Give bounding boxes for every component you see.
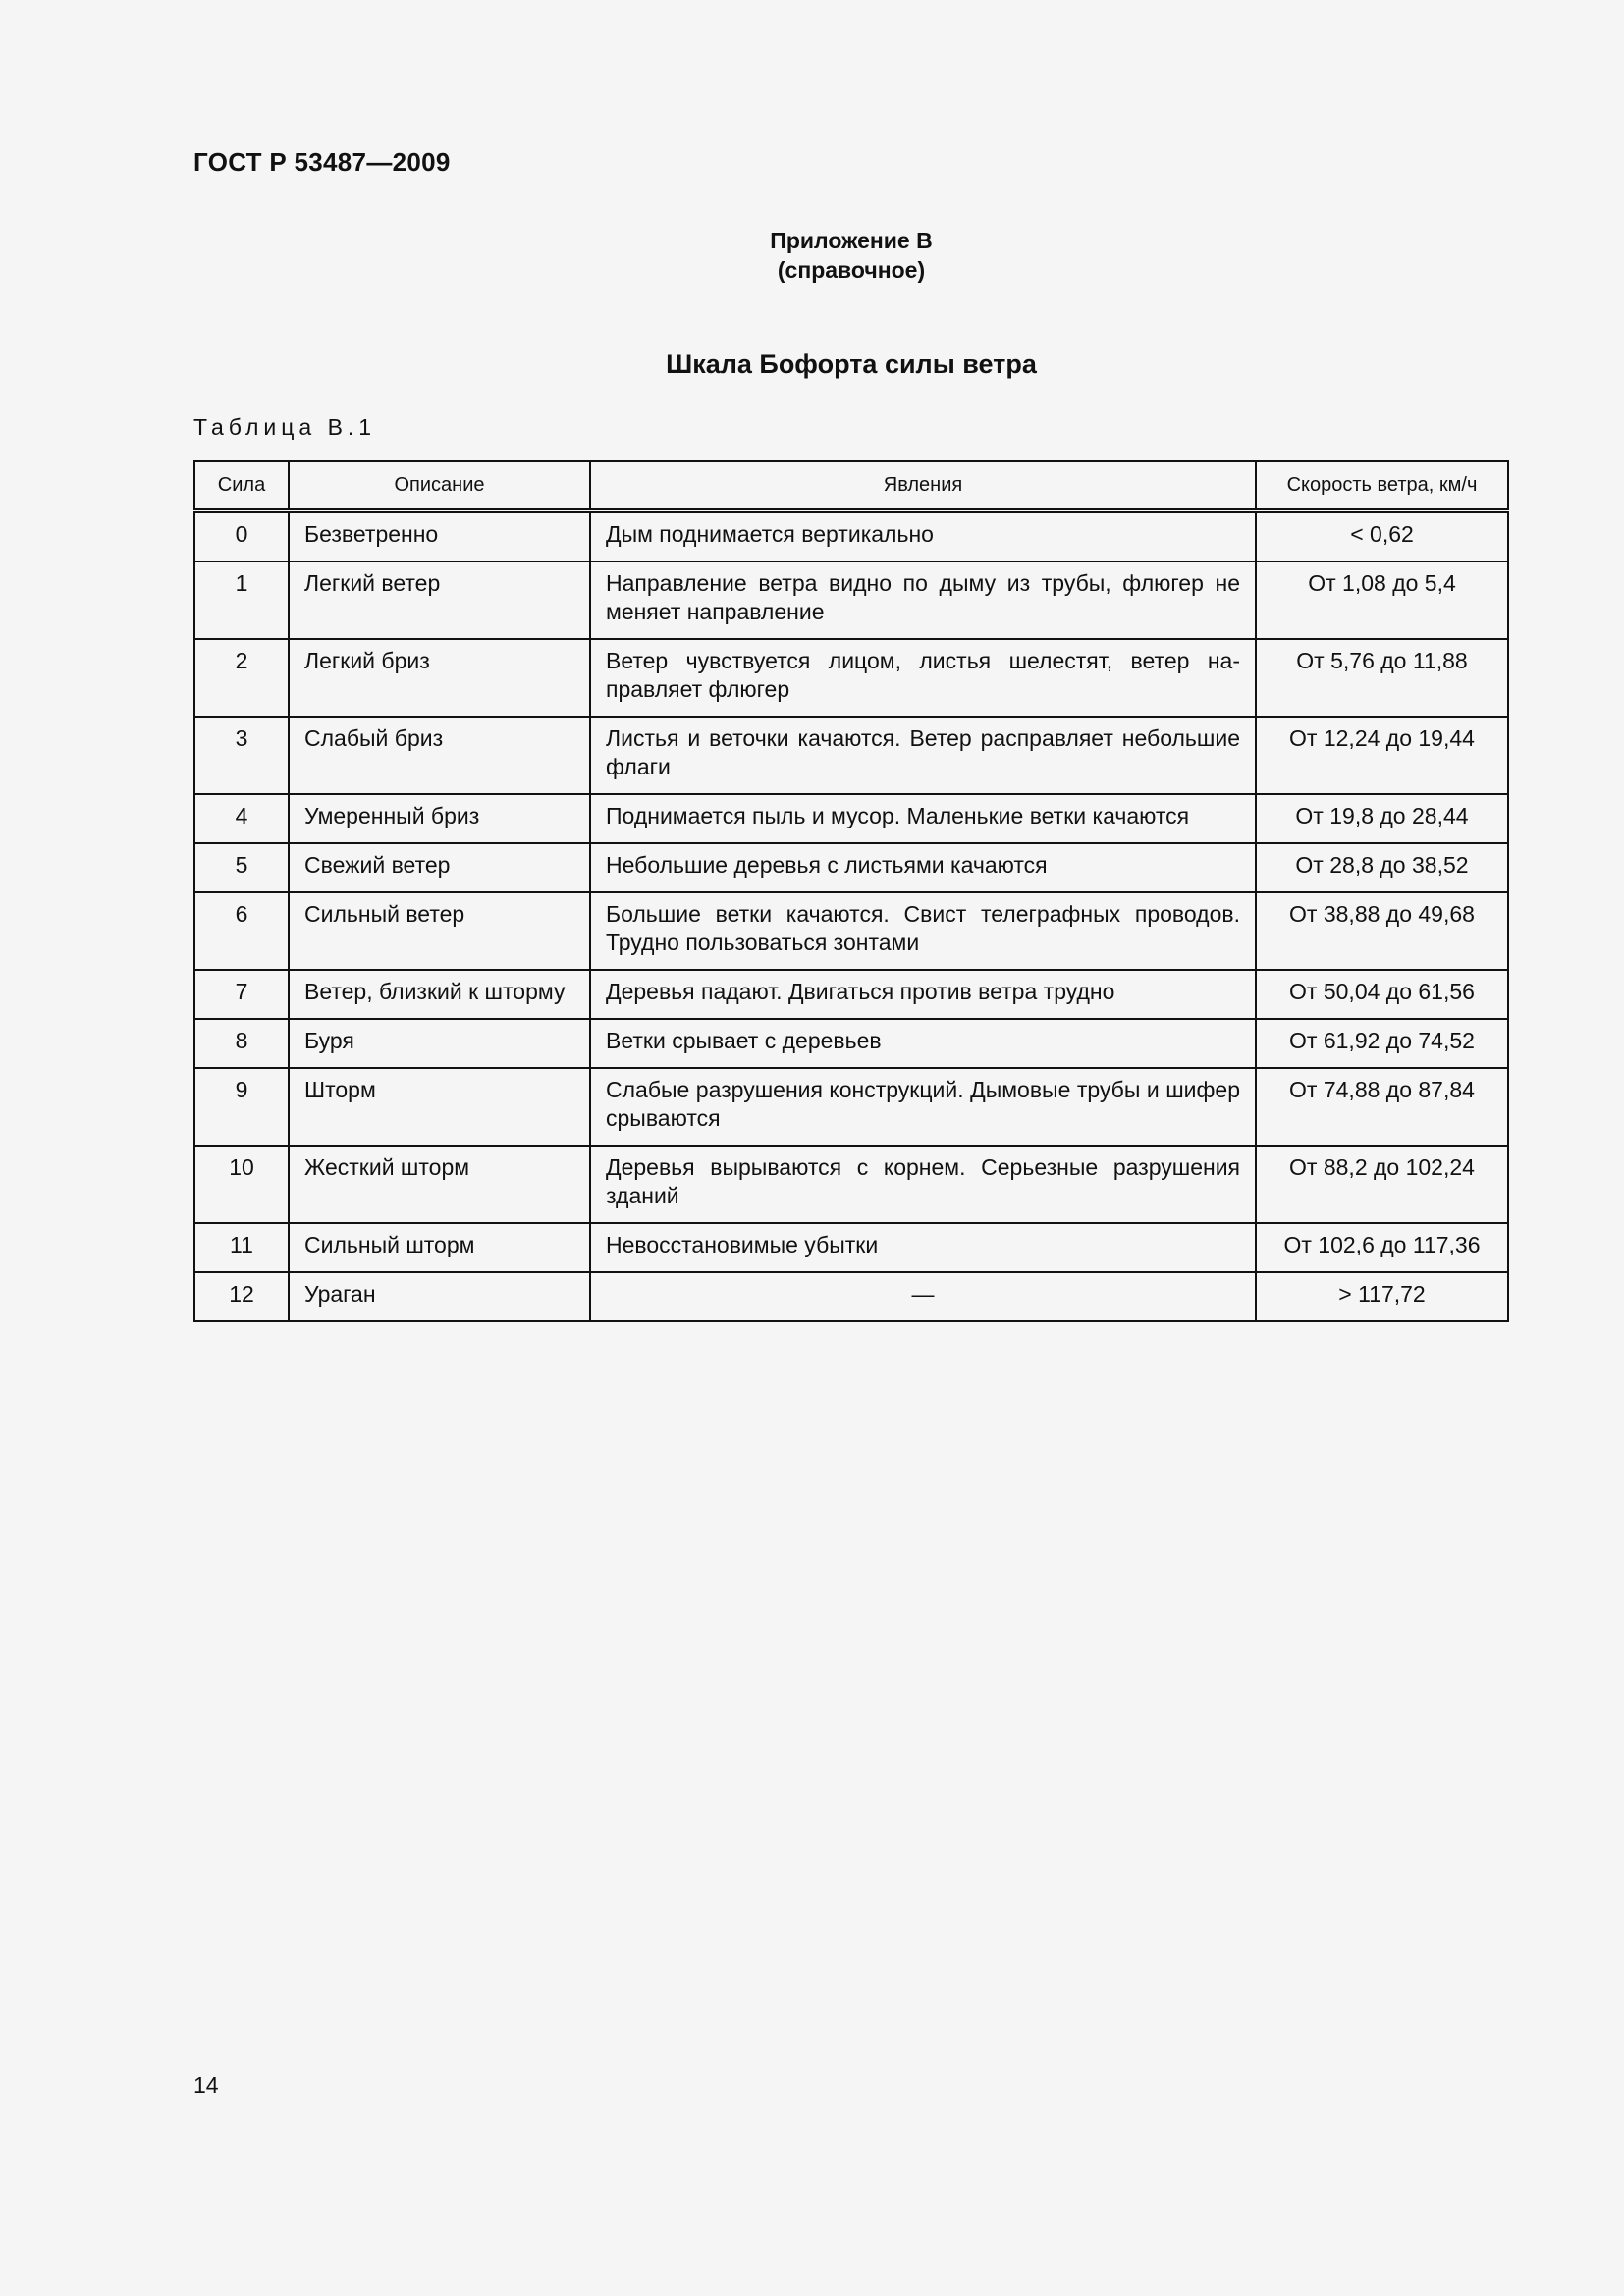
table-row — [194, 1272, 1508, 1321]
beaufort-table — [193, 460, 1509, 1322]
section-title-text: Шкала Бофорта силы ветра — [666, 349, 1037, 379]
table-row — [194, 843, 1508, 892]
cell-phenomena: Слабые разрушения конструкций. Дымовые трубы и шифер срываются — [590, 1068, 1256, 1146]
cell-phenomena: Направление ветра видно по дыму из трубы, флюгер не меняет направление — [590, 561, 1256, 639]
cell-phenomena: Деревья падают. Двигаться против ветра трудно — [590, 970, 1256, 1019]
cell-force: 3 — [194, 717, 289, 794]
cell-phenomena: Невосстановимые убытки — [590, 1223, 1256, 1272]
cell-phenomena: Большие ветки качаются. Свист телеграфных проводов. Трудно пользоваться зонтами — [590, 892, 1256, 970]
cell-description: Ураган — [289, 1272, 590, 1321]
cell-force: 2 — [194, 639, 289, 717]
cell-description: Слабый бриз — [289, 717, 590, 794]
cell-force: 9 — [194, 1068, 289, 1146]
table-body — [194, 511, 1508, 1322]
column-header-description: Описание — [289, 461, 590, 511]
cell-speed: От 19,8 до 28,44 — [1256, 794, 1508, 843]
cell-speed: От 74,88 до 87,84 — [1256, 1068, 1508, 1146]
cell-speed: От 12,24 до 19,44 — [1256, 717, 1508, 794]
cell-description: Безветренно — [289, 511, 590, 562]
table-row — [194, 1068, 1508, 1146]
cell-description: Легкий ветер — [289, 561, 590, 639]
table-label: Таблица В.1 — [193, 414, 377, 440]
cell-force: 4 — [194, 794, 289, 843]
cell-speed: > 117,72 — [1256, 1272, 1508, 1321]
cell-phenomena: Деревья вырываются с корнем. Серьезные разрушения зданий — [590, 1146, 1256, 1223]
appendix-subtitle: (справочное) — [777, 257, 926, 283]
document-code: ГОСТ Р 53487—2009 — [193, 147, 451, 177]
cell-phenomena: Ветки срывает с деревьев — [590, 1019, 1256, 1068]
cell-force: 0 — [194, 511, 289, 562]
cell-description: Сильный ветер — [289, 892, 590, 970]
cell-phenomena: Ветер чувствуется лицом, листья шелестят, ветер направляет флюгер — [590, 639, 1256, 717]
cell-description: Умеренный бриз — [289, 794, 590, 843]
cell-speed: От 50,04 до 61,56 — [1256, 970, 1508, 1019]
cell-description: Жесткий шторм — [289, 1146, 590, 1223]
cell-speed: От 61,92 до 74,52 — [1256, 1019, 1508, 1068]
cell-description: Буря — [289, 1019, 590, 1068]
table-row — [194, 970, 1508, 1019]
appendix-heading — [0, 226, 1624, 285]
page-number: 14 — [193, 2072, 219, 2098]
appendix-title: Приложение В — [770, 228, 933, 253]
cell-force: 7 — [194, 970, 289, 1019]
cell-speed: От 102,6 до 117,36 — [1256, 1223, 1508, 1272]
column-header-force: Сила — [194, 461, 289, 511]
cell-force: 12 — [194, 1272, 289, 1321]
cell-speed: От 88,2 до 102,24 — [1256, 1146, 1508, 1223]
cell-force: 11 — [194, 1223, 289, 1272]
cell-force: 1 — [194, 561, 289, 639]
cell-force: 5 — [194, 843, 289, 892]
table-row — [194, 561, 1508, 639]
cell-speed: От 38,88 до 49,68 — [1256, 892, 1508, 970]
beaufort-table-container — [193, 460, 1507, 1322]
cell-speed: От 5,76 до 11,88 — [1256, 639, 1508, 717]
column-header-phenomena: Явления — [590, 461, 1256, 511]
cell-description: Шторм — [289, 1068, 590, 1146]
column-header-speed: Скорость ветра, км/ч — [1256, 461, 1508, 511]
table-header — [194, 461, 1508, 511]
cell-force: 8 — [194, 1019, 289, 1068]
cell-force: 6 — [194, 892, 289, 970]
table-row — [194, 1019, 1508, 1068]
cell-phenomena: — — [590, 1272, 1256, 1321]
cell-speed: От 1,08 до 5,4 — [1256, 561, 1508, 639]
table-row — [194, 639, 1508, 717]
table-row — [194, 511, 1508, 562]
cell-phenomena: Листья и веточки качаются. Ветер расправляет небольшие флаги — [590, 717, 1256, 794]
cell-phenomena: Дым поднимается вертикально — [590, 511, 1256, 562]
cell-description: Легкий бриз — [289, 639, 590, 717]
table-row — [194, 717, 1508, 794]
section-title — [0, 349, 1624, 380]
cell-speed: < 0,62 — [1256, 511, 1508, 562]
cell-force: 10 — [194, 1146, 289, 1223]
table-row — [194, 892, 1508, 970]
cell-description: Свежий ветер — [289, 843, 590, 892]
table-header-row — [194, 461, 1508, 511]
cell-phenomena: Поднимается пыль и мусор. Маленькие ветки качаются — [590, 794, 1256, 843]
table-row — [194, 1223, 1508, 1272]
cell-speed: От 28,8 до 38,52 — [1256, 843, 1508, 892]
cell-description: Сильный шторм — [289, 1223, 590, 1272]
cell-phenomena: Небольшие деревья с листьями качаются — [590, 843, 1256, 892]
table-row — [194, 1146, 1508, 1223]
cell-description: Ветер, близкий к шторму — [289, 970, 590, 1019]
table-row — [194, 794, 1508, 843]
